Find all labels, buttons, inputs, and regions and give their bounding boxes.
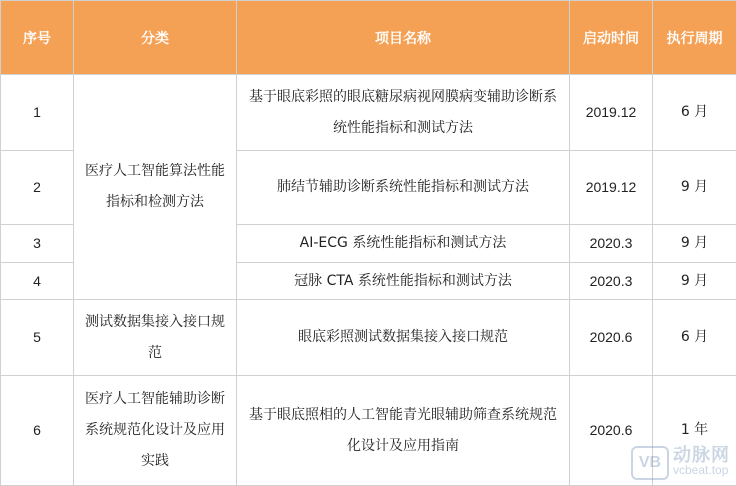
category-cell: 测试数据集接入接口规范 bbox=[74, 300, 237, 376]
watermark-name: 动脉网 bbox=[673, 445, 730, 466]
start-time: 2020.6 bbox=[570, 300, 653, 376]
row-no: 1 bbox=[1, 75, 74, 151]
period: 9 月 bbox=[653, 225, 736, 263]
watermark bbox=[631, 446, 730, 480]
category-cell: 医疗人工智能辅助诊断系统规范化设计及应用实践 bbox=[74, 376, 237, 486]
start-time: 2019.12 bbox=[570, 151, 653, 225]
category-cell: 医疗人工智能算法性能指标和检测方法 bbox=[74, 75, 237, 300]
project-name: 基于眼底照相的人工智能青光眼辅助筛查系统规范化设计及应用指南 bbox=[237, 376, 570, 486]
row-no: 5 bbox=[1, 300, 74, 376]
period: 1 年 bbox=[653, 376, 736, 486]
header-row bbox=[1, 1, 736, 75]
table-row bbox=[1, 75, 736, 151]
start-time: 2020.6 bbox=[570, 376, 653, 486]
header-start-time: 启动时间 bbox=[570, 1, 653, 75]
project-name: 冠脉 CTA 系统性能指标和测试方法 bbox=[237, 263, 570, 300]
header-project-name: 项目名称 bbox=[237, 1, 570, 75]
period: 9 月 bbox=[653, 263, 736, 300]
header-no: 序号 bbox=[1, 1, 74, 75]
row-no: 2 bbox=[1, 151, 74, 225]
project-name: 肺结节辅助诊断系统性能指标和测试方法 bbox=[237, 151, 570, 225]
start-time: 2020.3 bbox=[570, 225, 653, 263]
start-time: 2019.12 bbox=[570, 75, 653, 151]
period: 6 月 bbox=[653, 75, 736, 151]
period: 6 月 bbox=[653, 300, 736, 376]
project-name: 基于眼底彩照的眼底糖尿病视网膜病变辅助诊断系统性能指标和测试方法 bbox=[237, 75, 570, 151]
watermark-logo-icon: VB bbox=[631, 446, 669, 480]
table-row bbox=[1, 376, 736, 486]
project-name: AI-ECG 系统性能指标和测试方法 bbox=[237, 225, 570, 263]
watermark-url: vcbeat.top bbox=[673, 463, 729, 477]
header-period: 执行周期 bbox=[653, 1, 736, 75]
row-no: 4 bbox=[1, 263, 74, 300]
row-no: 6 bbox=[1, 376, 74, 486]
period: 9 月 bbox=[653, 151, 736, 225]
row-no: 3 bbox=[1, 225, 74, 263]
project-name: 眼底彩照测试数据集接入接口规范 bbox=[237, 300, 570, 376]
header-category: 分类 bbox=[74, 1, 237, 75]
start-time: 2020.3 bbox=[570, 263, 653, 300]
table-row bbox=[1, 300, 736, 376]
